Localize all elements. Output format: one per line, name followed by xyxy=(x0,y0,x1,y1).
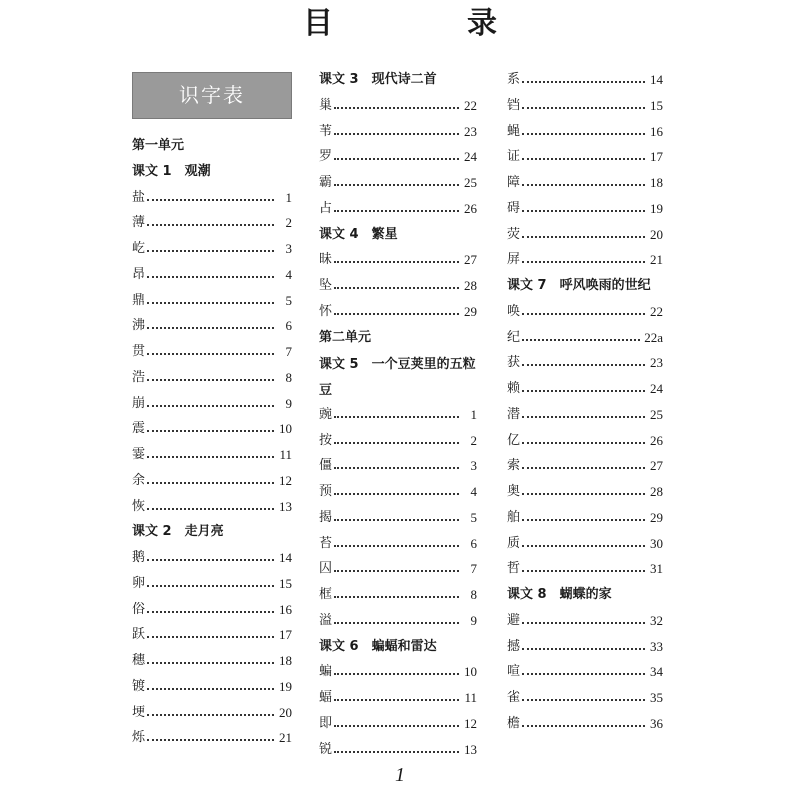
dot-leader xyxy=(147,636,274,638)
dot-leader xyxy=(522,158,645,160)
entry-character: 障 xyxy=(507,175,521,190)
toc-entry xyxy=(132,187,292,209)
entry-character: 按 xyxy=(319,432,333,448)
entry-character: 碍 xyxy=(507,200,521,216)
entry-character: 卵 xyxy=(132,575,146,591)
entry-character: 蝠 xyxy=(319,690,333,705)
entry-character: 崩 xyxy=(132,395,146,411)
dot-leader xyxy=(147,662,274,664)
entry-page-number: 7 xyxy=(285,344,292,359)
toc-entry xyxy=(507,481,663,503)
entry-page-number: 34 xyxy=(650,664,663,680)
entry-character: 铛 xyxy=(507,97,521,113)
toc-entry xyxy=(319,533,477,555)
entry-page-number: 28 xyxy=(650,484,663,499)
entry-page-number: 19 xyxy=(650,200,663,216)
entry-page-number: 7 xyxy=(470,561,477,577)
dot-leader xyxy=(334,287,459,289)
toc-entry xyxy=(132,315,292,337)
dot-leader xyxy=(334,570,459,572)
entry-character: 沸 xyxy=(132,318,146,334)
entry-character: 豌 xyxy=(319,406,333,422)
toc-entry xyxy=(507,301,663,323)
entry-page-number: 33 xyxy=(650,638,663,654)
toc-entry xyxy=(507,558,663,580)
entry-page-number: 24 xyxy=(464,149,477,165)
entry-character: 苔 xyxy=(319,535,333,551)
toc-entry xyxy=(507,95,663,117)
entry-page-number: 17 xyxy=(650,149,663,165)
entry-character: 囚 xyxy=(319,561,333,577)
entry-character: 即 xyxy=(319,715,333,731)
dot-leader xyxy=(334,133,459,135)
dot-leader xyxy=(522,133,645,135)
entry-character: 揭 xyxy=(319,509,333,525)
entry-page-number: 12 xyxy=(279,472,292,488)
toc-entry xyxy=(132,238,292,260)
entry-page-number: 13 xyxy=(279,498,292,514)
toc-entry xyxy=(507,378,663,400)
entry-character: 檐 xyxy=(507,715,521,731)
entry-character: 昧 xyxy=(319,252,333,268)
dot-leader xyxy=(334,751,459,753)
toc-entry xyxy=(507,687,663,709)
entry-character: 占 xyxy=(319,200,333,216)
toc-entry xyxy=(319,275,477,297)
entry-page-number: 21 xyxy=(279,730,292,746)
entry-page-number: 29 xyxy=(464,303,477,319)
toc-entry xyxy=(319,739,477,761)
dot-leader xyxy=(522,442,645,444)
toc-entry xyxy=(319,301,477,323)
dot-leader xyxy=(522,467,645,469)
dot-leader xyxy=(147,430,274,432)
entry-character: 昂 xyxy=(132,266,146,282)
entry-page-number: 9 xyxy=(285,395,292,411)
entry-page-number: 22 xyxy=(650,303,663,319)
toc-entry xyxy=(319,146,477,168)
entry-page-number: 26 xyxy=(650,432,663,448)
dot-leader xyxy=(522,390,645,392)
entry-character: 避 xyxy=(507,612,521,628)
dot-leader xyxy=(334,107,459,109)
dot-leader xyxy=(522,673,645,675)
toc-entry xyxy=(132,290,292,312)
entry-page-number: 32 xyxy=(650,612,663,628)
entry-character: 索 xyxy=(507,458,521,474)
entry-page-number: 5 xyxy=(285,292,292,308)
dot-leader xyxy=(147,199,274,201)
toc-entry xyxy=(507,661,663,683)
dot-leader xyxy=(147,327,274,329)
entry-character: 溢 xyxy=(319,612,333,628)
dot-leader xyxy=(522,339,640,341)
entry-character: 坠 xyxy=(319,278,333,293)
entry-page-number: 15 xyxy=(650,97,663,113)
dot-leader xyxy=(522,364,645,366)
dot-leader xyxy=(147,611,274,613)
entry-page-number: 36 xyxy=(650,715,663,731)
dot-leader xyxy=(147,714,274,716)
entry-page-number: 16 xyxy=(279,601,292,617)
entry-page-number: 6 xyxy=(285,318,292,334)
entry-page-number: 10 xyxy=(279,421,292,437)
dot-leader xyxy=(147,585,274,587)
entry-character: 框 xyxy=(319,587,333,602)
toc-entry xyxy=(132,676,292,698)
entry-page-number: 23 xyxy=(464,123,477,139)
dot-leader xyxy=(334,184,459,186)
dot-leader xyxy=(147,739,274,741)
toc-entry xyxy=(132,496,292,518)
entry-page-number: 20 xyxy=(279,704,292,720)
toc-entry xyxy=(319,249,477,271)
toc-entry xyxy=(507,146,663,168)
toc-entry xyxy=(319,430,477,452)
entry-page-number: 14 xyxy=(650,72,663,87)
entry-character: 舶 xyxy=(507,509,521,525)
dot-leader xyxy=(334,596,459,598)
toc-entry xyxy=(132,547,292,569)
entry-page-number: 35 xyxy=(650,690,663,705)
entry-character: 苇 xyxy=(319,123,333,139)
entry-character: 镀 xyxy=(132,678,146,694)
page-number: 1 xyxy=(395,764,405,786)
entry-character: 俗 xyxy=(132,601,146,617)
entry-character: 罗 xyxy=(319,149,333,165)
entry-page-number: 5 xyxy=(470,509,477,525)
entry-page-number: 26 xyxy=(464,200,477,216)
section-label-box: 识字表 xyxy=(132,72,292,119)
entry-page-number: 25 xyxy=(464,175,477,190)
dot-leader xyxy=(522,81,645,83)
toc-entry xyxy=(132,212,292,234)
entry-page-number: 2 xyxy=(285,215,292,231)
entry-page-number: 17 xyxy=(279,627,292,643)
entry-page-number: 30 xyxy=(650,535,663,551)
entry-page-number: 12 xyxy=(464,715,477,731)
entry-page-number: 21 xyxy=(650,252,663,268)
entry-page-number: 20 xyxy=(650,226,663,242)
entry-character: 僵 xyxy=(319,458,333,474)
toc-entry xyxy=(507,224,663,246)
entry-character: 喧 xyxy=(507,664,521,680)
toc-heading: 课文 3 现代诗二首 xyxy=(319,72,437,87)
entry-character: 雀 xyxy=(507,690,521,705)
entry-character: 系 xyxy=(507,72,521,87)
entry-character: 蝙 xyxy=(319,664,333,680)
dot-leader xyxy=(334,261,459,263)
entry-page-number: 23 xyxy=(650,355,663,371)
toc-entry xyxy=(132,470,292,492)
entry-character: 埂 xyxy=(132,704,146,720)
dot-leader xyxy=(334,699,459,701)
dot-leader xyxy=(334,442,459,444)
toc-entry xyxy=(319,687,477,709)
toc-entry xyxy=(319,198,477,220)
entry-page-number: 18 xyxy=(650,175,663,190)
toc-entry xyxy=(319,610,477,632)
entry-page-number: 4 xyxy=(285,266,292,282)
entry-character: 巢 xyxy=(319,97,333,113)
entry-character: 震 xyxy=(132,421,146,437)
dot-leader xyxy=(147,250,274,252)
toc-entry xyxy=(507,533,663,555)
dot-leader xyxy=(522,210,645,212)
entry-page-number: 22 xyxy=(464,97,477,113)
toc-entry xyxy=(319,172,477,194)
dot-leader xyxy=(334,158,459,160)
toc-entry xyxy=(132,444,292,466)
toc-entry xyxy=(507,69,663,91)
toc-entry xyxy=(319,95,477,117)
toc-heading: 课文 1 观潮 xyxy=(132,163,211,179)
toc-heading: 课文 5 一个豆荚里的五粒豆 xyxy=(319,357,476,399)
dot-leader xyxy=(522,519,645,521)
toc-entry xyxy=(507,430,663,452)
dot-leader xyxy=(147,405,274,407)
toc-entry xyxy=(319,713,477,735)
entry-page-number: 11 xyxy=(279,447,292,462)
dot-leader xyxy=(334,313,459,315)
entry-character: 纪 xyxy=(507,329,521,345)
toc-entry xyxy=(507,352,663,374)
entry-character: 哲 xyxy=(507,561,521,577)
toc-entry xyxy=(132,341,292,363)
entry-page-number: 9 xyxy=(470,612,477,628)
toc-entry xyxy=(132,264,292,286)
entry-page-number: 3 xyxy=(285,241,292,256)
dot-leader xyxy=(522,107,645,109)
toc-entry xyxy=(132,599,292,621)
dot-leader xyxy=(334,622,459,624)
dot-leader xyxy=(147,456,274,458)
entry-character: 亿 xyxy=(507,432,521,448)
entry-page-number: 27 xyxy=(650,458,663,474)
entry-character: 霎 xyxy=(132,447,146,462)
entry-character: 鹅 xyxy=(132,550,146,565)
toc-entry xyxy=(507,121,663,143)
entry-character: 浩 xyxy=(132,369,146,385)
dot-leader xyxy=(522,313,645,315)
entry-page-number: 22a xyxy=(644,329,663,345)
toc-entry xyxy=(507,507,663,529)
dot-leader xyxy=(334,545,459,547)
dot-leader xyxy=(522,570,645,572)
entry-character: 赖 xyxy=(507,381,521,396)
entry-character: 预 xyxy=(319,484,333,499)
dot-leader xyxy=(522,236,645,238)
dot-leader xyxy=(522,648,645,650)
entry-character: 盐 xyxy=(132,189,146,205)
entry-page-number: 11 xyxy=(464,690,477,705)
dot-leader xyxy=(522,416,645,418)
dot-leader xyxy=(147,688,274,690)
entry-page-number: 8 xyxy=(470,587,477,602)
entry-page-number: 10 xyxy=(464,664,477,680)
dot-leader xyxy=(147,224,274,226)
entry-character: 锐 xyxy=(319,741,333,757)
entry-page-number: 18 xyxy=(279,653,292,668)
toc-heading: 课文 4 繁星 xyxy=(319,226,398,242)
entry-character: 质 xyxy=(507,535,521,551)
toc-entry xyxy=(507,404,663,426)
toc-entry xyxy=(319,558,477,580)
entry-page-number: 8 xyxy=(285,369,292,385)
entry-character: 荧 xyxy=(507,226,521,242)
dot-leader xyxy=(522,184,645,186)
dot-leader xyxy=(522,493,645,495)
toc-heading: 第二单元 xyxy=(319,329,372,345)
dot-leader xyxy=(522,725,645,727)
entry-character: 怀 xyxy=(319,303,333,319)
toc-entry xyxy=(507,198,663,220)
dot-leader xyxy=(147,508,274,510)
dot-leader xyxy=(522,261,645,263)
entry-page-number: 27 xyxy=(464,252,477,268)
entry-character: 跃 xyxy=(132,627,146,643)
dot-leader xyxy=(147,353,274,355)
entry-page-number: 16 xyxy=(650,123,663,139)
page-title: 目 录 xyxy=(303,6,549,41)
entry-page-number: 29 xyxy=(650,509,663,525)
entry-character: 蝇 xyxy=(507,123,521,139)
dot-leader xyxy=(147,276,274,278)
entry-character: 证 xyxy=(507,149,521,165)
entry-character: 屹 xyxy=(132,241,146,256)
toc-entry xyxy=(319,661,477,683)
toc-heading: 课文 7 呼风唤雨的世纪 xyxy=(507,278,651,293)
entry-page-number: 4 xyxy=(470,484,477,499)
toc-entry xyxy=(132,418,292,440)
dot-leader xyxy=(147,559,274,561)
toc-entry xyxy=(132,650,292,672)
toc-entry xyxy=(507,249,663,271)
toc-entry xyxy=(507,713,663,735)
toc-heading: 课文 2 走月亮 xyxy=(132,524,224,540)
toc-heading: 第一单元 xyxy=(132,138,185,153)
entry-character: 潜 xyxy=(507,406,521,422)
toc-entry xyxy=(507,327,663,349)
toc-heading: 课文 6 蝙蝠和雷达 xyxy=(319,638,437,654)
dot-leader xyxy=(334,467,459,469)
entry-character: 薄 xyxy=(132,215,146,231)
toc-entry xyxy=(132,624,292,646)
entry-page-number: 15 xyxy=(279,575,292,591)
entry-page-number: 19 xyxy=(279,678,292,694)
entry-page-number: 28 xyxy=(464,278,477,293)
dot-leader xyxy=(334,519,459,521)
entry-character: 穗 xyxy=(132,653,146,668)
entry-character: 撼 xyxy=(507,638,521,654)
entry-character: 鼎 xyxy=(132,292,146,308)
entry-page-number: 31 xyxy=(650,561,663,577)
entry-page-number: 2 xyxy=(470,432,477,448)
toc-entry xyxy=(319,481,477,503)
dot-leader xyxy=(334,673,459,675)
dot-leader xyxy=(334,493,459,495)
toc-entry xyxy=(319,404,477,426)
toc-entry xyxy=(132,573,292,595)
dot-leader xyxy=(522,699,645,701)
toc-entry xyxy=(132,702,292,724)
entry-page-number: 1 xyxy=(285,189,292,205)
dot-leader xyxy=(334,416,459,418)
toc-entry xyxy=(507,172,663,194)
toc-entry xyxy=(507,455,663,477)
entry-character: 余 xyxy=(132,472,146,488)
entry-character: 恢 xyxy=(132,498,146,514)
entry-character: 贯 xyxy=(132,344,146,359)
entry-character: 屏 xyxy=(507,252,521,268)
entry-character: 获 xyxy=(507,355,521,371)
toc-entry xyxy=(132,393,292,415)
dot-leader xyxy=(334,725,459,727)
toc-entry xyxy=(319,455,477,477)
entry-character: 霸 xyxy=(319,175,333,190)
entry-page-number: 6 xyxy=(470,535,477,551)
dot-leader xyxy=(334,210,459,212)
toc-heading: 课文 8 蝴蝶的家 xyxy=(507,587,612,602)
entry-page-number: 1 xyxy=(470,406,477,422)
entry-page-number: 3 xyxy=(470,458,477,474)
toc-entry xyxy=(132,367,292,389)
entry-character: 奥 xyxy=(507,484,521,499)
entry-page-number: 13 xyxy=(464,741,477,757)
entry-page-number: 14 xyxy=(279,550,292,565)
dot-leader xyxy=(522,622,645,624)
toc-entry xyxy=(319,121,477,143)
toc-entry xyxy=(507,636,663,658)
toc-entry xyxy=(507,610,663,632)
toc-entry xyxy=(132,727,292,749)
dot-leader xyxy=(147,379,274,381)
entry-page-number: 24 xyxy=(650,381,663,396)
dot-leader xyxy=(147,302,274,304)
entry-page-number: 25 xyxy=(650,406,663,422)
dot-leader xyxy=(147,482,274,484)
toc-entry xyxy=(319,584,477,606)
entry-character: 唤 xyxy=(507,303,521,319)
toc-entry xyxy=(319,507,477,529)
dot-leader xyxy=(522,545,645,547)
entry-character: 烁 xyxy=(132,730,146,746)
